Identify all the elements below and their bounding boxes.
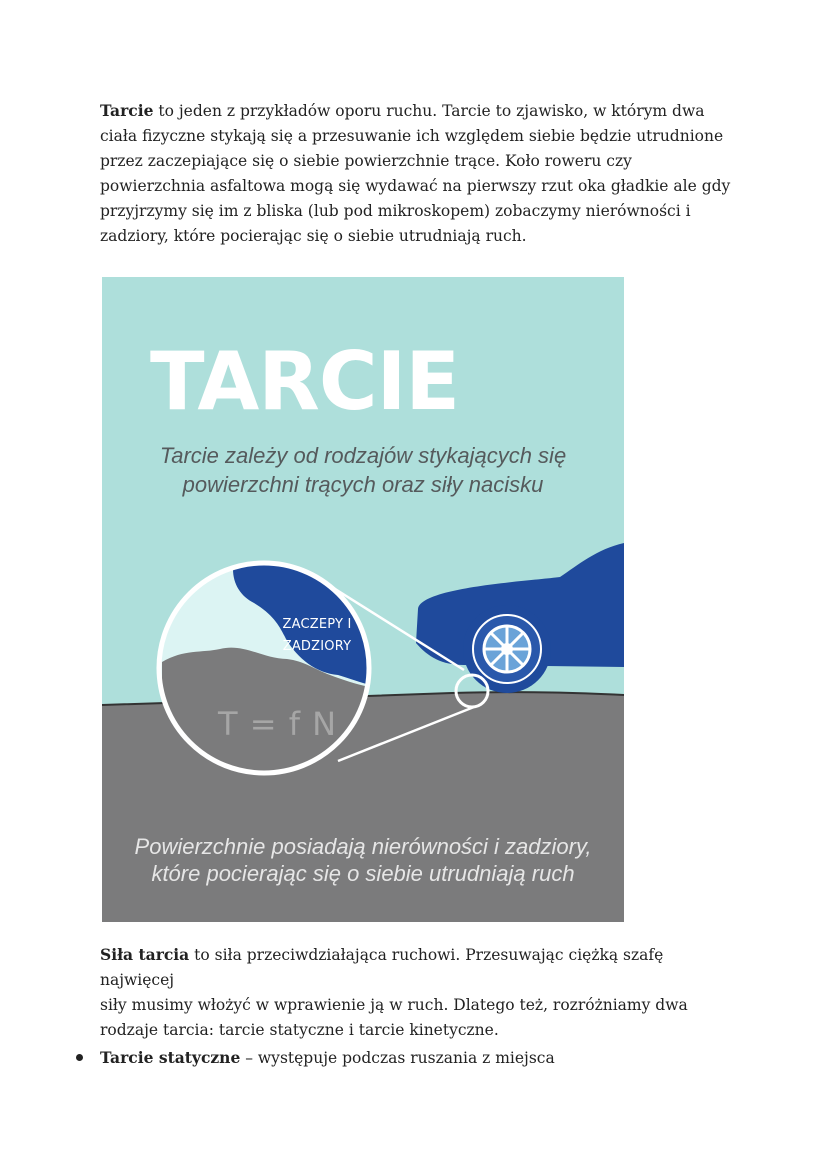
force-paragraph: [100, 942, 740, 1043]
intro-line: ciała fizyczne stykają się a przesuwanie ich względem siebie będzie utrudnione: [100, 127, 724, 145]
wheel-icon: [483, 625, 531, 673]
bullet-text: [100, 1045, 555, 1071]
infographic-caption: które pocierając się o siebie utrudniają ruch: [151, 861, 575, 886]
force-line: siły musimy włożyć w wprawienie ją w ruch. Dlatego też, rozróżniamy dwa: [100, 996, 688, 1014]
intro-line: to jeden z przykładów oporu ruchu. Tarcie to zjawisko, w którym dwa: [153, 102, 705, 120]
infographic-subtitle: Tarcie zależy od rodzajów stykających się: [159, 443, 567, 468]
intro-line: przez zaczepiające się o siebie powierzchnie trące. Koło roweru czy: [100, 152, 632, 170]
friction-infographic: [102, 277, 624, 922]
infographic-title: TARCIE: [150, 335, 459, 428]
intro-line: powierzchnia asfaltowa mogą się wydawać na pierwszy rzut oka gładkie ale gdy: [100, 177, 731, 195]
intro-lead: Tarcie: [100, 101, 154, 120]
intro-line: przyjrzymy się im z bliska (lub pod mikroskopem) zobaczymy nierówności i: [100, 202, 691, 220]
zoom-label: ZADZIORY: [282, 639, 352, 654]
infographic-subtitle: powierzchni trących oraz siły nacisku: [182, 472, 544, 497]
force-line: to siła przeciwdziałająca ruchowi. Przesuwając ciężką szafę najwięcej: [100, 946, 664, 989]
zoom-label: ZACZEPY I: [282, 617, 352, 632]
intro-paragraph: [100, 98, 740, 249]
force-lead: Siła tarcia: [100, 945, 190, 964]
bullet-icon: [76, 1054, 83, 1061]
intro-line: zadziory, które pocierając się o siebie utrudniają ruch.: [100, 227, 527, 245]
friction-formula: T = f N: [218, 705, 338, 743]
bullet-description: – występuje podczas ruszania z miejsca: [240, 1049, 555, 1067]
infographic-caption: Powierzchnie posiadają nierówności i zadziory,: [134, 834, 592, 859]
bullet-lead: Tarcie statyczne: [100, 1048, 241, 1067]
force-line: rodzaje tarcia: tarcie statyczne i tarcie kinetyczne.: [100, 1021, 499, 1039]
